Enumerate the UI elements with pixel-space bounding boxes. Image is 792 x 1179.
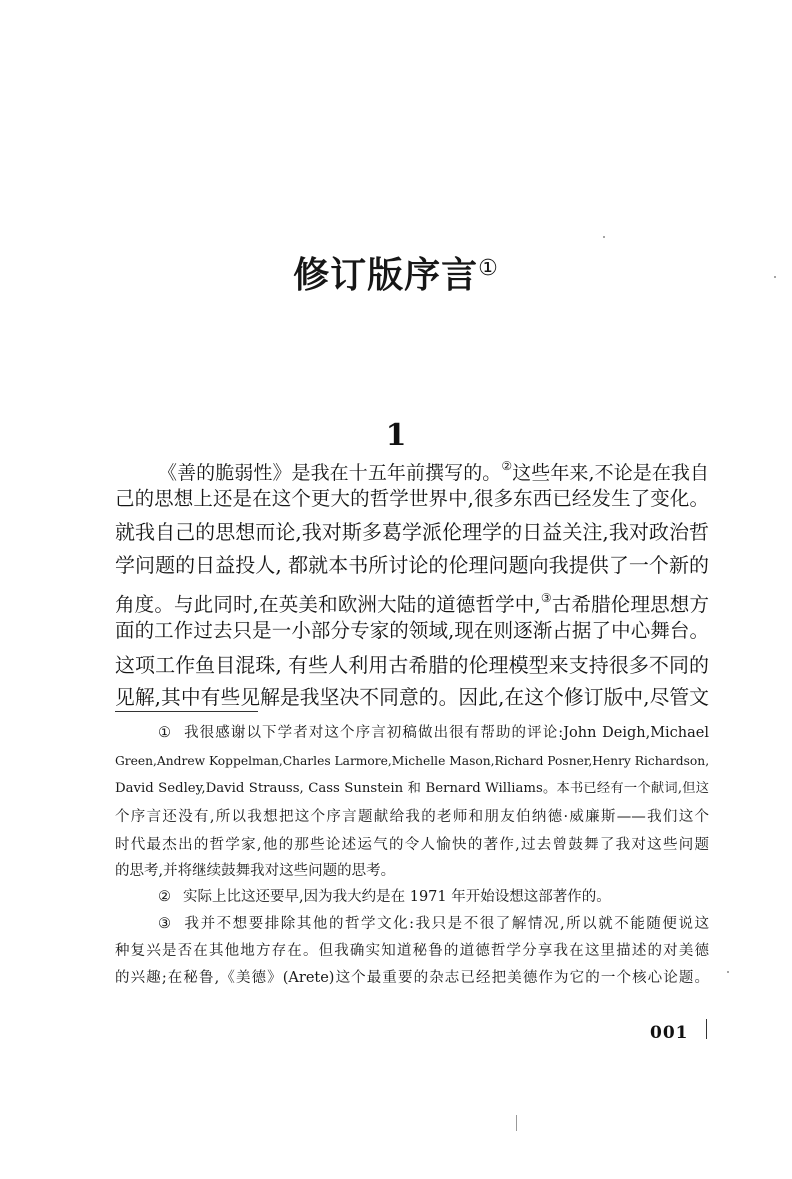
footnote-line: [115, 751, 709, 771]
footnote-ref: ②: [501, 459, 513, 473]
body-line: [115, 584, 709, 616]
footnote-line: [158, 914, 709, 934]
body-line: [115, 684, 709, 712]
footnote-text: 我并不想要排除其他的哲学文化:我只是不很了解情况,所以就不能随便说这: [183, 916, 709, 932]
footnote-line: [115, 835, 709, 855]
footnote-line: [158, 723, 709, 743]
body-text: 见解,其中有些见解是我坚决不同意的。因此,在这个修订版中,尽管文: [115, 686, 709, 709]
body-line: [115, 651, 709, 679]
footnote-line: [115, 779, 709, 799]
section-number: 1: [385, 418, 407, 453]
body-line: [115, 485, 709, 513]
body-text: 《善的脆弱性》是我在十五年前撰写的。: [158, 462, 502, 484]
body-line: [115, 617, 709, 645]
footnote-line: [115, 941, 709, 961]
footnote-text: 的思考,并将继续鼓舞我对这些问题的思考。: [115, 863, 396, 879]
scan-speck: [727, 971, 729, 973]
footnote-marker: ③: [158, 916, 171, 932]
footnote-text: Green,Andrew Koppelman,Charles Larmore,Michelle Mason,Richard Posner,Henry Richardson,: [115, 754, 710, 768]
footnote-text: 的兴趣;在秘鲁,《美德》(Arete)这个最重要的杂志已经把美德作为它的一个核心论题。: [115, 970, 709, 986]
footnote-line: [158, 887, 709, 907]
footnote-ref: ③: [540, 591, 552, 605]
body-line: [115, 551, 709, 579]
page-number: 001: [650, 1023, 689, 1043]
footnote-marker: ①: [158, 725, 171, 741]
body-text: 这些年来,不论是在我自: [512, 462, 709, 484]
body-text: 己的思想上还是在这个更大的哲学世界中,很多东西已经发生了变化。: [115, 487, 709, 510]
body-text: 角度。与此同时,在英美和欧洲大陆的道德哲学中,: [115, 593, 541, 616]
body-line: [158, 452, 709, 484]
title-footnote-marker: ①: [478, 256, 499, 281]
scan-speck: [603, 236, 605, 238]
footnote-line: [115, 968, 709, 988]
body-text: 学问题的日益投人, 都就本书所讨论的伦理问题向我提供了一个新的: [115, 553, 709, 577]
page-title: [0, 247, 792, 298]
footnote-line: [115, 807, 709, 827]
footnote-marker: ②: [158, 889, 171, 905]
body-text: 就我自己的思想而论,我对斯多葛学派伦理学的日益关注,我对政治哲: [115, 520, 709, 544]
footnote-text: 种复兴是否在其他地方存在。但我确实知道秘鲁的道德哲学分享我在这里描述的对美德: [115, 943, 709, 959]
title-text: 修订版序言: [293, 255, 479, 296]
page-number-rule: [706, 1019, 707, 1039]
scan-mark: [516, 1115, 517, 1131]
scan-speck: [774, 276, 776, 278]
footnote-divider: [115, 711, 258, 712]
footnote-text: 实际上比这还要早,因为我大约是在 1971 年开始设想这部著作的。: [183, 889, 611, 905]
body-text: 这项工作鱼目混珠, 有些人利用古希腊的伦理模型来支持很多不同的: [115, 653, 709, 677]
footnote-text: David Sedley,David Strauss, Cass Sunstein 和 Bernard Williams。本书已经有一个献词,但这: [115, 781, 709, 796]
body-text: 古希腊伦理思想方: [551, 593, 709, 616]
body-text: 面的工作过去只是一小部分专家的领域,现在则逐渐占据了中心舞台。: [115, 619, 709, 642]
body-line: [115, 518, 709, 546]
footnote-text: 我很感谢以下学者对这个序言初稿做出很有帮助的评论:John Deigh,Michael: [183, 725, 709, 741]
footnote-text: 个序言还没有,所以我想把这个序言题献给我的老师和朋友伯纳德·威廉斯——我们这个: [115, 809, 709, 825]
footnote-text: 时代最杰出的哲学家,他的那些论述运气的令人愉快的著作,过去曾鼓舞了我对这些问题: [115, 837, 709, 853]
footnote-line: [115, 861, 709, 881]
